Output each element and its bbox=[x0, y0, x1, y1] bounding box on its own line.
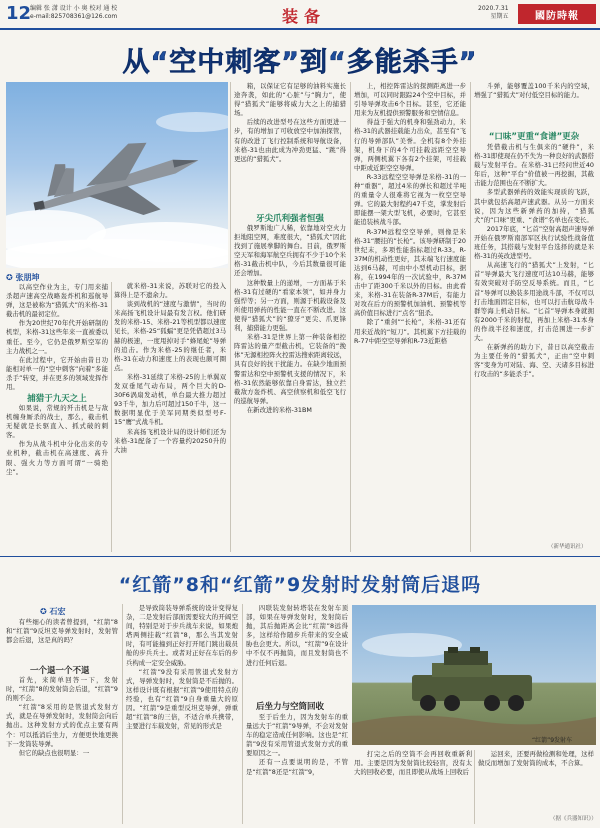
article1-credit: （新华通讯社） bbox=[548, 544, 587, 550]
article2-column3 bbox=[246, 604, 348, 694]
fighter-jet-photo bbox=[6, 82, 228, 268]
section-title: 装备 bbox=[282, 7, 327, 26]
paragraph: 除了“重剑”“长枪”，米格-31还有用来近战的“短刀”。其机翼下方挂载的R-77中距空空导弹和R-73近距格 bbox=[354, 318, 466, 345]
article1-subhead-hunting: 捕猎于九天之上 bbox=[27, 394, 87, 404]
article1-subhead-teeth: 牙尖爪利强者恒强 bbox=[255, 214, 324, 224]
paragraph: 以高空作业为主，专门用来捕杀超声速高空战略轰炸机和巡航导弹，这是被称为“猎狐犬”的米格-31截击机的最初定位。 bbox=[6, 283, 108, 319]
paragraph: 是导致筒装导弹系统的设计变得复杂，二是发射后部面需要较大的开阔空间，特别是对于步兵战车来说，如果炮塔两侧挂载“红箭”8，那么当其发射时，有可能撞到正好打开尾门跳出载员舱的步兵兵士。或者对正好在车后的步兵构成一定安全威胁。 bbox=[126, 604, 238, 667]
newspaper-logo: 國防時報 bbox=[518, 4, 596, 24]
paragraph: 如果说，常规的歼击机是与敌机缠身厮杀的战士，那么，截击机无疑就是长驱直入、抓式破的刺客。 bbox=[6, 404, 108, 440]
article2-column1b bbox=[6, 676, 118, 824]
paragraph: 这种数量上的递增，一方面基于米格-31有过硬的“看家本领”，如并身力强悍等；另一方面，则源于机载设备及所使用弹药的性能一直在不断改进。这使得“猎狐犬”的“獠牙”更尖、爪更锋利，捕猎能力更强。 bbox=[234, 278, 346, 333]
column-divider bbox=[230, 82, 231, 552]
paragraph: 在新弹药的助力下，昔日以高空截击为主要任务的“猎狐犬”，正由“空中刺客”变身为可对陆、海、空、天诸多目标进行攻击的“多能杀手”。 bbox=[474, 343, 594, 379]
article1-column1 bbox=[6, 283, 108, 391]
paragraph: 2017年底，“匕首”空射高超声速导弹开始在俄罗斯南部军区执行试验性战备值班任务，其搭载与发射平台选择的就是米格-31的英改进型号。 bbox=[474, 224, 594, 261]
date: 2020.7.31 bbox=[478, 5, 509, 12]
page-number: 12 bbox=[6, 3, 32, 24]
paragraph: 后续的改进型号在这些方面更进一步，有的增加了可收放空中加油探管，有的改进了飞行控制系统和导航设备，米格-31也由此成为冲劲更猛、“跳”得更远的“猎狐犬”。 bbox=[234, 118, 346, 163]
article2-column1 bbox=[6, 618, 118, 662]
paragraph: 米格-31是世界上第一种装备相控阵雷达的量产型截击机，它装备的“挽体”无源相控阵火控雷达搜索距离较远，具有良好的抗干扰能力。在缺少地面预警雷达和空中预警机支援的情况下，米格-31依然能够依靠自身雷达，独立拦截敌方轰炸机、高空侦察机和低空飞行的巡航导弹。 bbox=[234, 333, 346, 405]
date-info bbox=[478, 5, 509, 21]
column-divider bbox=[350, 82, 351, 552]
fighter-jet-illustration bbox=[6, 82, 228, 268]
paragraph: 至于后坐力，因为发射车的重量远大于“红箭”9导弹，不会对发射车的稳定造成任何影响。这也是“红箭”9没有采用管退式发射方式的重要原因之一。 bbox=[246, 713, 348, 758]
paragraph: 米高扬飞机设计局的设计师们还为米格-31配备了一个容量约20250升的大油 bbox=[114, 427, 226, 454]
article1-subhead-appetite: “口味”更重“食谱”更杂 bbox=[488, 132, 580, 142]
article2-title: “红箭”8和“红箭”9发射时发射筒后退吗 bbox=[118, 574, 482, 596]
article1-author: ✪ 张朋坤 bbox=[6, 273, 40, 282]
article1-column3 bbox=[234, 82, 346, 210]
missile-launcher-photo bbox=[352, 605, 596, 745]
paragraph: 首先，来简单回答一下，发射时，“红箭”8的发射筒会后退，“红箭”9的则不会。 bbox=[6, 676, 118, 703]
paragraph: 四联装发射转塔装在发射车顶部，如果在导弹发射时，发射筒后抛，其后抛距离会比“红箭”8远得多，这样给作随步兵带来的安全威胁也会更大。所以，“红箭”9在设计中不仅不再抛筒，而且发射筒也不进行任何后退。 bbox=[246, 604, 348, 667]
article1-title: 从“空中刺客”到“多能杀手” bbox=[122, 47, 478, 78]
editor-line: 编辑 张 潇 设计 小 奥 校对 通 校 bbox=[30, 5, 118, 12]
column-divider bbox=[470, 82, 471, 552]
article2-subhead-retreat: 一个退一个不退 bbox=[30, 666, 90, 676]
paragraph: 运回来，还要再做检测和处理，这样做反而增加了发射筒的成本，不合算。 bbox=[478, 750, 594, 768]
paragraph: 作为从战斗机中分化出来的专业机种，截击机在高速度、高升限、强火力等方面可谓“一骑绝尘”。 bbox=[6, 440, 108, 476]
paragraph: 但它的缺点也很明显：一 bbox=[18, 748, 90, 757]
paragraph: 箱，以保证它有足够的油料实施长途奔袭，如此的“心脏”与“胸力”，使得“猎狐犬”能够将威力大之上的捕猎场。 bbox=[234, 82, 346, 118]
article2-column2 bbox=[126, 604, 238, 824]
paragraph: “红箭”8采用的是管退式发射方式，就是在导弹发射时，发射筒会向后抛出。这种发射方式的优点主要有两个：可以抵消后坐力，方便更快地更换下一发筒装导弹。 bbox=[6, 703, 118, 748]
paragraph: 打完之后的空筒不会再回收重新利用。主要是因为发射筒比较轻盲，没有太大的回收必要，而且即使从战场上回收后 bbox=[354, 750, 472, 777]
paragraph: R-37M远程空空导弹，则像是米格-31“腰挂的”长枪”。该导弹研制于20世纪末，多项性能指标超过R-33。R-37M的机动性更好，其末端飞行速度能达到6马赫，可由中小型机动目标，据称，在1994年的一次试验中，R-37M击中了距300千米以外的目标。由此看来，米格-31在装备R-37M后，有能力对攻在后方的预警机加油机、预警机等高价值目标进行“点名”狙杀。 bbox=[354, 227, 466, 318]
paragraph: 还有一点要说明的是，不管是“红箭”8还是“红箭”9， bbox=[246, 758, 348, 776]
editor-info bbox=[30, 5, 117, 21]
column-divider bbox=[242, 604, 243, 824]
paragraph: 从高速飞行的“猎狐犬”上发射，“匕首”导弹最大飞行速度可达10马赫，能够有效突破对手防空反导系统。而且，“匕首”导弹可以换装多用途战斗部，不仅可以打击地面固定目标，也可以打击航母战斗群等海上机动目标。“匕首”导弹本身就拥有2000千米的射程，再加上米格-31本身的作战半径和速度，打击范围进一步扩大。 bbox=[474, 261, 594, 342]
article1-column5b bbox=[474, 143, 594, 539]
section-divider bbox=[0, 556, 600, 557]
article1-column2 bbox=[114, 282, 226, 552]
paragraph: 俄罗斯地广人稀，依靠地对空火力拒地阻空网，难度很大，“猎狐犬”因此找到了施展拳脚的舞台。目前，俄罗斯空天军和海军航空兵拥有不少于10个米格-31截击机中队，今后其数量很可能还会增加。 bbox=[234, 224, 346, 278]
paragraph: 上，相控阵雷达的探测距离进一步增加，可以同时跟踪24个空中目标，并引导导弹攻击6个目标。甚至，它还能用来为友机提供预警服务和空情信息。 bbox=[354, 82, 466, 118]
weekday: 星期五 bbox=[490, 13, 509, 20]
page-header bbox=[0, 0, 600, 30]
paragraph: 米格-31延续了米格-25的上单翼双发双垂尾气动布局，两个巨大的D-30F6涡扇发动机，单台最大推力超过93千牛，加力后可超过150千牛，这一数据明显优于美军同期类似型号F-15“鹰”式战斗机。 bbox=[114, 372, 226, 427]
launcher-vehicle-illustration bbox=[352, 605, 596, 745]
photo-caption: 俄罗斯米格-31战机 bbox=[156, 254, 208, 261]
article2-author: ✪ 石宏 bbox=[40, 607, 66, 616]
paragraph: “红箭”9没有采用管退式发射方式，导弹发射时，发射筒是不后抛的。这样设计既有根据“红箭”9使用特点的经验，也有“红箭”9自身重量大的原因。“红箭”9是重型反坦克导弹，弹重超“红箭”8的三倍，不适合单兵携带，主要进行车载发射，常见的形式是 bbox=[126, 667, 238, 731]
article2-credit: （据《兵器知识》） bbox=[550, 816, 597, 822]
column-divider bbox=[122, 604, 123, 824]
paragraph: 谈到战机的“速度与激情”，当时的米高扬飞机设计局最有发言权。他们研发的米格-15、米格-21等机型都以速度见长，米格-25“狐蝠”更是凭借超过3马赫的极速，一度甩掉对手“蜂尾蛇”导弹的追击。作为米格-25的继任者，米格-31在动力和速度上的表现也颇可圈点。 bbox=[114, 300, 226, 372]
paragraph: 在新改进的米格-31BM bbox=[246, 405, 312, 414]
article1-column1b bbox=[6, 404, 108, 552]
article2-column5 bbox=[478, 750, 594, 810]
column-divider bbox=[474, 750, 475, 824]
paragraph: 斗弹，能够覆盖100千米内的空域，增强了“猎狐犬”对付低空目标的能力。 bbox=[474, 82, 594, 100]
article1-column5 bbox=[474, 82, 594, 126]
email-line: e-mail:825708361@126.com bbox=[30, 13, 118, 20]
paragraph: 得益于强大的机身和强劲动力，米格-31的武器挂载能力出众，甚至有“飞行的导弹部队”美誉。全机有8个外挂架，机身下的4个可挂载远距空空导弹，两侧机翼下各有2个挂架，可挂载中距或近距空空导弹。 bbox=[354, 118, 466, 172]
article2-column3b bbox=[246, 713, 348, 824]
paragraph: 在此过程中，它开始由昔日功能相对单一的“空中刺客”向着“多能杀手”转变，并在更多的领域发挥作用。 bbox=[6, 355, 108, 391]
photo-caption: “红箭”9发射车 bbox=[532, 737, 573, 744]
paragraph: 多型武器弹药的效能实现质的飞跃，其中就包括高超声速武器。从另一方面来说，因为这些新弹药的加持，“猎狐犬”的“口味”更重、“食谱”名单也在变长。 bbox=[474, 188, 594, 224]
article1-column3b bbox=[234, 224, 346, 552]
article2-column4 bbox=[354, 750, 472, 824]
paragraph: 有些细心的读者曾提到，“红箭”8和“红箭”9反坦克导弹发射时，发射管都会后退，这是真的吗？ bbox=[6, 618, 118, 645]
article1-column4 bbox=[354, 82, 466, 552]
column-divider bbox=[111, 282, 112, 552]
paragraph: 就米格-31来说，苏联对它的投入算得上是不遗余力。 bbox=[114, 282, 226, 300]
paragraph: 作为20世纪70年代开始研制的机型，米格-31这些年来一直被委以重任。至今，它仍是俄罗斯空军的主力战机之一。 bbox=[6, 319, 108, 355]
paragraph: R-33远程空空导弹是米格-31的一种“重器”，超过4米的弹长和超过半吨的重量令人很难将它视为一枚空空导弹。它的最大射程约47千克，掌发射后即能摆一架大型飞机，必要时，它甚至能追装核战斗部。 bbox=[354, 172, 466, 227]
paragraph: 凭借截击机与生俱来的“硬件”，米格-31即使现在仍不失为一种良好的武器搭载与发射平台。在米格-31已经问世近40年后，这种“平台”价值被一再挖掘，其截击能力范围也在不断扩大。 bbox=[474, 143, 594, 188]
article2-subhead-recoil: 后坐力与空筒回收 bbox=[256, 702, 325, 712]
